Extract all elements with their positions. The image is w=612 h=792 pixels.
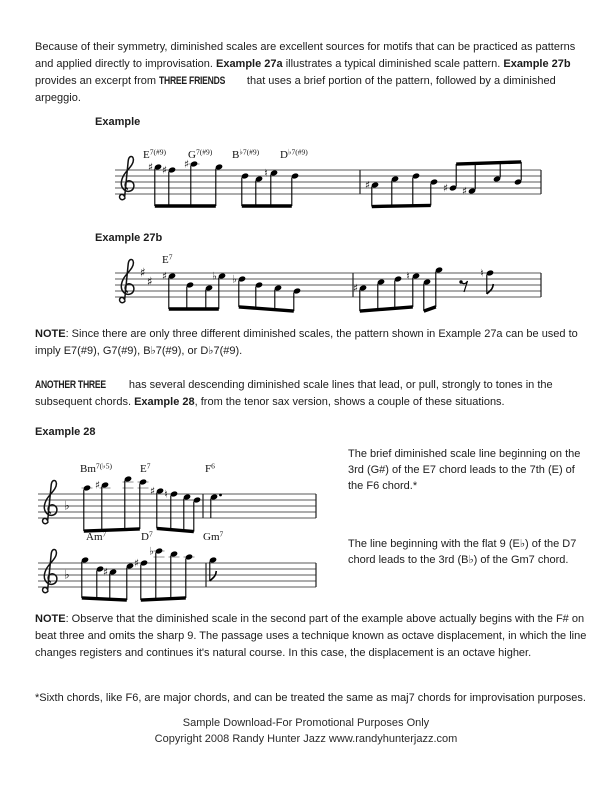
- caption-d7-line: The line beginning with the flat 9 (E♭) of the D7 chord leads to the 3rd (B♭) of the Gm7 chord.: [348, 538, 577, 566]
- music-staff-example-27a: [113, 138, 545, 235]
- svg-text:♯: ♯: [148, 161, 154, 174]
- svg-text:♭: ♭: [232, 273, 237, 286]
- another-three-paragraph: ANOTHER THREE has several descending diminished scale lines that lead, or pull, strongly to tones in the subsequent chords. Example 28, from the tenor sax version, shows a couple of these situations.: [35, 379, 553, 408]
- note-paragraph-1: [35, 326, 587, 360]
- heading-example-27a: Example: [95, 116, 141, 128]
- svg-text:♯: ♯: [140, 265, 146, 280]
- footer-line-1: Sample Download-For Promotional Purposes Only: [182, 717, 430, 729]
- svg-text:♯: ♯: [162, 164, 168, 177]
- svg-text:B♭7(#9): $B^{♭7(\#9)}$: [232, 147, 260, 161]
- svg-text:♯: ♯: [184, 158, 190, 171]
- svg-text:Am7: Am$^7$: [86, 531, 107, 543]
- music-staff-example-27b: [113, 241, 545, 338]
- svg-text:Gm7: Gm$^7$: [203, 531, 224, 543]
- svg-text:♯: ♯: [443, 182, 449, 195]
- svg-text:♭: ♭: [149, 545, 154, 558]
- intro-text: Because of their symmetry, diminished scales are excellent sources for motifs that can be practiced as patterns and applied directly to improvisation.: [35, 41, 576, 70]
- tune-title-another-three: ANOTHER THREE: [35, 379, 106, 391]
- footer-line-2: Copyright 2008 Randy Hunter Jazz www.randyhunterjazz.com: [154, 733, 458, 745]
- note1-text: : Since there are only three different diminished scales, the pattern shown in Example 27a can be used to imply E7(#9), G7(#9), B♭7(#9), or D♭7(#9).: [35, 328, 578, 357]
- example-27b-ref: Example 27b: [503, 58, 571, 70]
- example-27a-ref: Example 27a: [215, 58, 283, 70]
- svg-text:G7(#9): $G^{7(\#9)}$: [188, 147, 213, 161]
- svg-text:E7: $E^7$: [140, 462, 151, 475]
- svg-text:♮: ♮: [164, 488, 168, 501]
- svg-text:♯: ♯: [103, 566, 109, 579]
- svg-text:♯: ♯: [150, 485, 156, 498]
- svg-text:D7: $D^7$: [141, 531, 153, 543]
- note-paragraph-2: [35, 611, 591, 662]
- note1-label: NOTE: [35, 328, 66, 340]
- intro-paragraph: Because of their symmetry, diminished scales are excellent sources for motifs that can be practiced as patterns and applied directly to improvisation. Example 27a illustrates a typical diminished scale pattern. Example 27b provides an excerpt from THREE FRIENDS that uses a brief portion of the pattern, followed by a diminished arpeggio.: [35, 41, 576, 104]
- note2-label: NOTE: [35, 613, 66, 625]
- svg-text:♯: ♯: [353, 282, 359, 295]
- svg-text:♯: ♯: [462, 185, 468, 198]
- svg-text:♯: ♯: [147, 274, 153, 289]
- svg-text:♯: ♯: [95, 479, 101, 492]
- svg-text:♭: ♭: [212, 270, 217, 283]
- svg-text:♯: ♯: [365, 179, 371, 192]
- svg-text:♮: ♮: [406, 270, 410, 283]
- svg-text:♮: ♮: [480, 267, 484, 280]
- heading-example-27b: Example 27b: [95, 232, 163, 244]
- svg-text:E7: $E^7$: [162, 252, 173, 266]
- note2-text: : Observe that the diminished scale in the second part of the example above actually begins with the F# on beat three and omits the sharp 9. The passage uses a technique known as octave displacement, in which the line changes registers and continues it's natural course. In this case, the displacement is an octave higher.: [35, 613, 587, 659]
- svg-text:♮: ♮: [264, 167, 268, 180]
- svg-text:♯: ♯: [162, 270, 168, 283]
- heading-example-28: Example 28: [35, 426, 96, 438]
- caption-e7-line: The brief diminished scale line beginning on the 3rd (G#) of the E7 chord leads to the 7th (E) of the F6 chord.*: [348, 448, 581, 492]
- tune-title-three-friends: THREE FRIENDS: [159, 75, 226, 87]
- svg-text:♭: ♭: [64, 567, 70, 582]
- svg-text:Bm7(♭5): $Bm^{7(♭5)}$: [80, 462, 112, 475]
- svg-text:♯: ♯: [134, 557, 140, 570]
- svg-text:D♭7(#9): $D^{♭7(\#9)}$: [280, 147, 308, 161]
- svg-text:E7(#9): $E^{7(\#9)}$: [143, 147, 166, 161]
- svg-text:♭: ♭: [64, 498, 70, 513]
- svg-text:F6: $F^6$: [205, 462, 215, 475]
- footnote: *Sixth chords, like F6, are major chords, and can be treated the same as maj7 chords for improvisation purposes.: [35, 692, 586, 704]
- example-28-ref: Example 28: [134, 396, 195, 408]
